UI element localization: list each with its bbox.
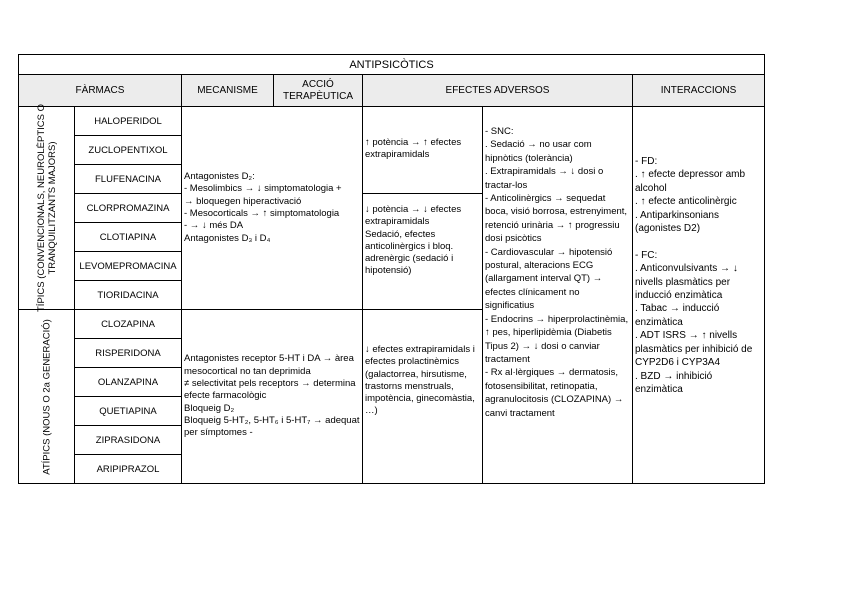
drug-cell: OLANZAPINA	[75, 368, 182, 397]
table-title: ANTIPSICÒTICS	[19, 55, 765, 75]
drug-cell: CLORPROMAZINA	[75, 194, 182, 223]
drug-cell: ARIPIPRAZOL	[75, 455, 182, 484]
drug-cell: ZUCLOPENTIXOL	[75, 136, 182, 165]
drug-cell: LEVOMEPROMACINA	[75, 252, 182, 281]
header-efectes: EFECTES ADVERSOS	[363, 75, 633, 107]
header-farmacs: FÀRMACS	[19, 75, 182, 107]
antipsychotics-table	[18, 54, 765, 484]
drug-cell: QUETIAPINA	[75, 397, 182, 426]
atypical-mechanism: Antagonistes receptor 5-HT i DA → àrea mesocortical no tan deprimida ≠ selectivitat pels receptors → determina efecte farmacològic Bloqueig D₂ Bloqueig 5-HT₂, 5-HT₆ i 5-HT₇ → adequat per símptomes -	[182, 310, 363, 484]
drug-cell: ZIPRASIDONA	[75, 426, 182, 455]
drug-cell: HALOPERIDOL	[75, 107, 182, 136]
group-atypical-label: ATÍPICS (NOUS O 2a GENERACIÓ)	[41, 318, 52, 475]
typical-effect-high: ↑ potència → ↑ efectes extrapiramidals	[363, 107, 483, 194]
group-typical	[19, 104, 75, 312]
adverse-effects: - SNC: . Sedació → no usar com hipnòtics (tolerància) . Extrapiramidals → ↓ dosi o tractar-los - Anticolinèrgics → sequedat boca, visió borrosa, estrenyiment, retenció urinària → ↑ progressiu dosi psicòtics - Cardiovascular → hipotensió postural, alteracions ECG (allargament interval QT) → efectes clínicament no significatius - Endocrins → hiperprolactinèmia, ↑ pes, hiperlipidèmia (Diabetis Tipus 2) → ↓ dosi o canviar tractament - Rx al·lèrgiques → dermatosis, fotosensibilitat, retinopatia, agranulocitosis (CLOZAPINA) → canvi tractament	[483, 107, 633, 484]
header-accio: ACCIÓ TERAPÈUTICA	[274, 75, 363, 107]
drug-cell: CLOZAPINA	[75, 310, 182, 339]
drug-cell: CLOTIAPINA	[75, 223, 182, 252]
atypical-effect: ↓ efectes extrapiramidals i efectes prolactinèmics (galactorrea, hirsutisme, trastorns menstruals, impotència, ginecomàstia, …)	[363, 310, 483, 484]
group-atypical	[19, 310, 75, 484]
typical-mechanism: Antagonistes D₂: - Mesolimbics → ↓ simptomatologia + → bloquegen hiperactivació - Mesocorticals → ↑ simptomatologia - → ↓ més DA Antagonistes D₃ i D₄	[182, 107, 363, 310]
header-interaccions: INTERACCIONS	[633, 75, 765, 107]
group-typical-label: TÍPICS (CONVENCIONALS, NEUROLÈPTICS O TRANQUILITZANTS MAJORS)	[35, 104, 58, 312]
drug-cell: TIORIDACINA	[75, 281, 182, 310]
typical-effect-low: ↓ potència → ↓ efectes extrapiramidals Sedació, efectes anticolinèrgics i bloq. adrenèrgic (sedació i hipotensió)	[363, 194, 483, 310]
interactions: - FD: . ↑ efecte depressor amb alcohol . ↑ efecte anticolinèrgic . Antiparkinsonians (agonistes D2) - FC: . Anticonvulsivants → ↓ nivells plasmàtics per inducció enzimàtica . Tabac → inducció enzimàtica . ADT ISRS → ↑ nivells plasmàtics per inhibició de CYP2D6 i CYP3A4 . BZD → inhibició enzimàtica	[633, 107, 765, 484]
drug-cell: FLUFENACINA	[75, 165, 182, 194]
header-mecanisme: MECANISME	[182, 75, 274, 107]
drug-cell: RISPERIDONA	[75, 339, 182, 368]
